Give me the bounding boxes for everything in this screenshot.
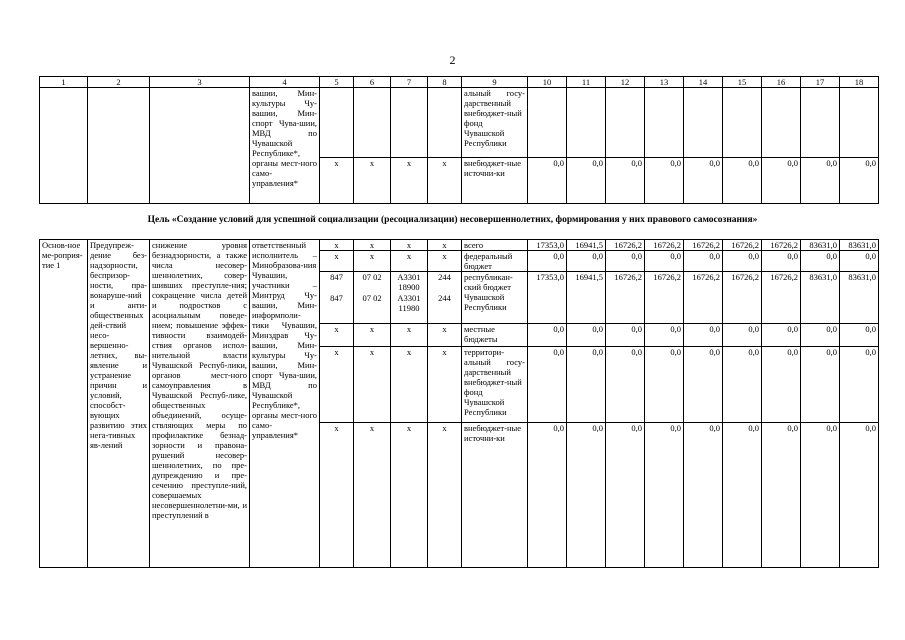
cell-empty	[320, 88, 354, 158]
cell-value: 0,0	[645, 158, 684, 204]
funding-source: внебюджет-ные источни-ки	[462, 158, 528, 204]
cell-value: x	[320, 423, 354, 568]
funding-source: территори-альный госу-дарственный внебюджет-ный фонд Чувашской Республики	[462, 347, 528, 423]
funding-source: внебюджет-ные источни-ки	[462, 423, 528, 568]
col-header: 13	[645, 77, 684, 88]
cell-empty	[801, 88, 840, 158]
cell-value: 83631,0	[840, 240, 879, 251]
cell-value: 0,0	[840, 347, 879, 423]
cell-value: 0,0	[723, 158, 762, 204]
table-row	[40, 240, 879, 251]
cell-value: 83631,0	[801, 272, 840, 324]
cell-value: x	[354, 158, 391, 204]
cell-value: 16726,2	[645, 240, 684, 251]
cell-value: x	[391, 324, 428, 347]
cell-value: 0,0	[606, 158, 645, 204]
cell-value: x	[354, 251, 391, 272]
col-header: 3	[150, 77, 250, 88]
cell-empty	[428, 88, 462, 158]
cell-value: x	[354, 324, 391, 347]
expense-type-code: 244	[438, 272, 451, 282]
cell-empty	[684, 88, 723, 158]
target-article-code: А3301 18900	[397, 272, 421, 292]
cell-value: 83631,0	[801, 240, 840, 251]
cell-value: 0,0	[606, 347, 645, 423]
cell-value: x	[320, 251, 354, 272]
cell-value: 16726,2	[723, 272, 762, 324]
col-header: 1	[40, 77, 88, 88]
cell-value: 17353,0	[528, 240, 567, 251]
cell-empty	[567, 88, 606, 158]
cell-value: 0,0	[684, 251, 723, 272]
cell-empty	[723, 88, 762, 158]
cell-value: 16726,2	[762, 240, 801, 251]
col-header: 5	[320, 77, 354, 88]
funding-source: альный госу-дарственный внебюджет-ный фонд Чувашской Республики	[462, 88, 528, 158]
cell-empty	[391, 88, 428, 158]
cell-value: 0,0	[723, 347, 762, 423]
cell-value: 0,0	[762, 347, 801, 423]
cell-value: 0,0	[840, 324, 879, 347]
page-number: 2	[449, 53, 456, 67]
cell-value: x	[391, 423, 428, 568]
cell-value: 0,0	[606, 423, 645, 568]
expected-result: снижение уровня безнадзорности, а также числа несовер-шеннолетних, совер-шивших преступле-ния; сокращение числа детей и подростков с асоциальным поведе-нием; повышение эффек-тивности взаимодей-ствия органов испол-нительной власти Чувашской Респуб-лики, органов мест-ного самоуправления в Чувашской Респуб-лике, общественных объединений, осуще-ствляющих меры по профилактике безнад-зорности и правона-рушений несовер-шеннолетних, по пре-дупреждению и пре-сечению преступле-ний, совершаемых несовершеннолетни-ми, и преступлений в	[150, 240, 250, 568]
cell-value: 0,0	[840, 251, 879, 272]
cell-value: 0,0	[723, 251, 762, 272]
col-header: 17	[801, 77, 840, 88]
cell-value: x	[391, 240, 428, 251]
executor-cell: вашии, Мин-культуры Чу-вашии, Мин-спорт Чува-шии, МВД по Чувашской Республике*, органы мест-ного само-управления*	[250, 88, 320, 204]
cell-value: x	[391, 347, 428, 423]
col-header: 9	[462, 77, 528, 88]
cell-value: 16726,2	[606, 272, 645, 324]
column-number-row	[40, 77, 879, 88]
cell-value: 0,0	[762, 251, 801, 272]
cell-value: x	[320, 240, 354, 251]
col-header: 7	[391, 77, 428, 88]
col-header: 2	[88, 77, 150, 88]
funding-source: местные бюджеты	[462, 324, 528, 347]
cell-value: x	[354, 423, 391, 568]
cell-value: 0,0	[528, 423, 567, 568]
cell-value: 0,0	[645, 423, 684, 568]
table-main-event	[39, 239, 879, 568]
cell-value: 0,0	[606, 251, 645, 272]
funding-source: всего	[462, 240, 528, 251]
cell-value: 0,0	[684, 423, 723, 568]
col-header: 11	[567, 77, 606, 88]
cell-value: x	[428, 251, 462, 272]
cell-value: 0,0	[684, 158, 723, 204]
expense-type-code: 244	[438, 293, 451, 303]
col-header: 14	[684, 77, 723, 88]
cell-value: x	[428, 240, 462, 251]
cell-value: 0,0	[801, 158, 840, 204]
table-continuation	[39, 76, 879, 204]
col-header: 8	[428, 77, 462, 88]
cell-empty	[88, 88, 150, 204]
col-header: 6	[354, 77, 391, 88]
cell-value: x	[320, 158, 354, 204]
cell-value: 0,0	[684, 324, 723, 347]
cell-value: 0,0	[801, 324, 840, 347]
cell-value: 16726,2	[723, 240, 762, 251]
cell-value: 83631,0	[840, 272, 879, 324]
executors: ответственный исполнитель – Минобразова-ния Чувашии, участники – Минтруд Чу-вашии, Мин-информполи-тики Чувашии, Минздрав Чу-вашии, Мин-культуры Чу-вашии, Мин-спорт Чува-шии, МВД по Чувашской Республике*, органы мест-ного само-управления*	[250, 240, 320, 568]
cell-value: 0,0	[567, 423, 606, 568]
cell-value: x	[354, 240, 391, 251]
cell-value: 0,0	[528, 251, 567, 272]
cell-empty	[606, 88, 645, 158]
cell-value: 0,0	[606, 324, 645, 347]
cell-empty	[528, 88, 567, 158]
cell-value: x	[391, 251, 428, 272]
cell-value	[428, 272, 462, 324]
cell-value: 0,0	[567, 324, 606, 347]
cell-value: 0,0	[528, 324, 567, 347]
event-number: Основ-ное ме-роприя-тие 1	[40, 240, 88, 568]
cell-value: 0,0	[801, 347, 840, 423]
cell-value: 0,0	[684, 347, 723, 423]
cell-value: 0,0	[723, 423, 762, 568]
col-header: 18	[840, 77, 879, 88]
cell-value: x	[428, 158, 462, 204]
cell-value: x	[428, 347, 462, 423]
cell-value: 16941,5	[567, 272, 606, 324]
cell-value: 0,0	[645, 324, 684, 347]
cell-value: 0,0	[567, 347, 606, 423]
cell-value: x	[428, 423, 462, 568]
cell-value: 16726,2	[645, 272, 684, 324]
col-header: 4	[250, 77, 320, 88]
goal-title: Цель «Создание условий для успешной социализации (ресоциализации) несовершеннолетних, формирования у них правового самосознания»	[147, 215, 758, 225]
gr-code: 847	[330, 272, 343, 282]
cell-value: 0,0	[762, 158, 801, 204]
cell-value: 0,0	[645, 347, 684, 423]
cell-value: 0,0	[645, 251, 684, 272]
cell-empty	[840, 88, 879, 158]
cell-value: x	[354, 347, 391, 423]
cell-empty	[645, 88, 684, 158]
col-header: 12	[606, 77, 645, 88]
cell-value	[354, 272, 391, 324]
cell-value: 0,0	[840, 423, 879, 568]
cell-empty	[40, 88, 88, 204]
cell-value: 16941,5	[567, 240, 606, 251]
cell-value: 0,0	[723, 324, 762, 347]
target-article-code: А3301 11980	[397, 293, 421, 313]
col-header: 16	[762, 77, 801, 88]
event-name: Предупреж-дение без-надзорности, беспризор-ности, пра-вонаруше-ний и анти-общественных дей-ствий несо-вершенно-летних, вы-явление и устранение причин и условий, способст-вующих развитию этих нега-тивных яв-лений	[88, 240, 150, 568]
funding-source: федеральный бюджет	[462, 251, 528, 272]
cell-value: 16726,2	[606, 240, 645, 251]
cell-value: 16726,2	[684, 272, 723, 324]
cell-value: 0,0	[762, 423, 801, 568]
funding-source: республикан-ский бюджет Чувашской Республики	[462, 272, 528, 324]
cell-value: 0,0	[840, 158, 879, 204]
cell-value: 0,0	[762, 324, 801, 347]
cell-value: 16726,2	[684, 240, 723, 251]
cell-empty	[762, 88, 801, 158]
gr-code: 847	[330, 293, 343, 303]
cell-value: 16726,2	[762, 272, 801, 324]
cell-value	[320, 272, 354, 324]
cell-value: 0,0	[528, 347, 567, 423]
cell-value: x	[320, 347, 354, 423]
cell-value	[391, 272, 428, 324]
col-header: 10	[528, 77, 567, 88]
cell-value: x	[428, 324, 462, 347]
cell-value: 0,0	[528, 158, 567, 204]
cell-value: 17353,0	[528, 272, 567, 324]
cell-value: x	[391, 158, 428, 204]
cell-value: 0,0	[567, 158, 606, 204]
section-code: 07 02	[362, 272, 382, 282]
cell-value: 0,0	[801, 423, 840, 568]
section-code: 07 02	[362, 293, 382, 303]
cell-value: x	[320, 324, 354, 347]
cell-value: 0,0	[801, 251, 840, 272]
cell-empty	[354, 88, 391, 158]
cell-empty	[150, 88, 250, 204]
cell-value: 0,0	[567, 251, 606, 272]
col-header: 15	[723, 77, 762, 88]
table-row	[40, 88, 879, 158]
